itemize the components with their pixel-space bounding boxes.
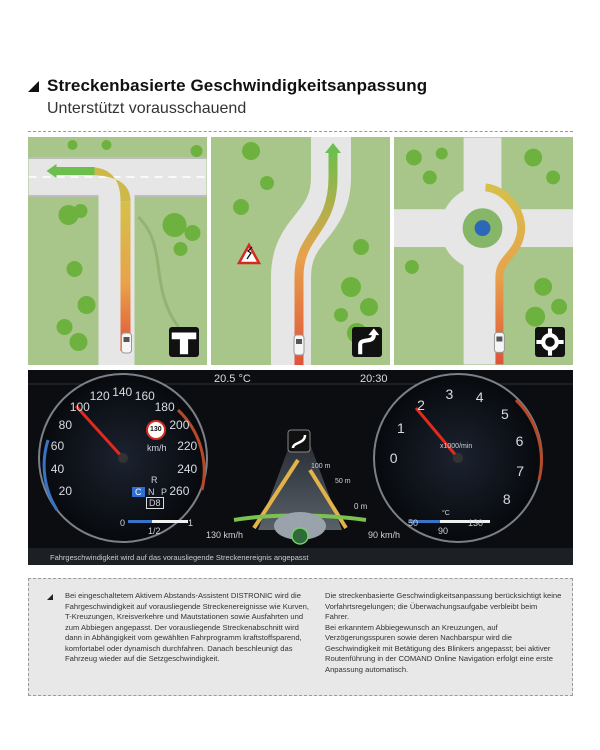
curve-symbol: [288, 430, 310, 452]
clock: 20:30: [360, 373, 388, 385]
temp-unit: °C: [442, 510, 450, 517]
title-triangle-icon: [28, 81, 39, 92]
rpm-tick-5: 5: [500, 406, 509, 423]
rpm-unit: x1000/min: [440, 443, 473, 450]
curve-icon: [352, 327, 382, 357]
info-column-left: [65, 591, 313, 665]
set-speed: [206, 530, 243, 540]
speed-tick-240: 240: [177, 462, 198, 477]
cruise-speed-unit: km/h: [380, 530, 401, 540]
rpm-tick-8: 8: [502, 490, 511, 507]
tile-t-junction: [28, 137, 207, 365]
info-paragraph-1: Bei eingeschaltetem Aktivem Abstands-Assistent DISTRONIC wird die Fahrgeschwindigkeit auf vorausliegende Streckenereignisse wie Kurven, T-Kreuzungen, Kreisverkehre und Mautstationen sowie Ausfahrten und zum Abbiegen angepasst. Der vorausliegende Streckenabschnitt wird dann in Abhängigkeit vom gewählten Fahrprogramm kraftstoffsparend, komfortabel oder dynamisch durchfahren. Danach beschleunigt das Fahrzeug wieder auf die Setzgeschwindigkeit.: [65, 591, 309, 663]
roundabout-icon: [535, 327, 565, 357]
speed-tick-60: 60: [50, 439, 65, 454]
page-title: Streckenbasierte Geschwindigkeitsanpassung: [47, 76, 428, 95]
distance-100m: 100 m: [311, 463, 331, 470]
outside-temperature: 20.5 °C: [214, 373, 251, 385]
gear-mode: C: [132, 487, 145, 497]
temp-low: 50: [408, 518, 419, 528]
rpm-tick-6: 6: [515, 433, 524, 450]
cruise-speed-value: 90: [368, 530, 379, 540]
title-row: [28, 76, 573, 96]
page-subtitle: Unterstützt vorausschauend: [47, 100, 247, 117]
rpm-tick-3: 3: [445, 386, 454, 403]
speed-tick-80: 80: [58, 417, 72, 432]
tile-roundabout: [394, 137, 573, 365]
info-box: [28, 578, 573, 696]
speed-tick-180: 180: [154, 400, 175, 415]
car: [494, 333, 504, 353]
rpm-tick-4: 4: [475, 389, 484, 406]
speed-tick-200: 200: [169, 417, 190, 432]
set-speed-value: 130: [206, 530, 222, 540]
tile-curve: [211, 137, 390, 365]
steering-assist-icon: [292, 528, 308, 544]
rpm-tick-2: 2: [417, 397, 425, 414]
rpm-tick-0: 0: [389, 449, 398, 466]
cluster-caption: Fahrgeschwindigkeit wird auf das vorausliegende Streckenereignis angepasst: [50, 553, 309, 562]
t-junction-icon: [169, 327, 199, 357]
divider: [28, 131, 573, 132]
speed-tick-20: 20: [58, 483, 72, 498]
gear-letter-p: P: [161, 487, 168, 497]
bullet-triangle-icon: [47, 594, 53, 600]
temp-high: 130: [468, 518, 484, 528]
speed-tick-260: 260: [169, 483, 190, 498]
gear-letter-r: R: [151, 475, 158, 485]
speed-limit-value: 130: [150, 426, 162, 433]
car: [294, 335, 304, 355]
speed-tick-220: 220: [177, 439, 198, 454]
gear-current: D8: [146, 497, 164, 509]
distance-0m: 0 m: [354, 502, 368, 511]
gear-letter-n: N: [148, 487, 155, 497]
info-column-right: [325, 591, 563, 675]
set-speed-unit: km/h: [223, 530, 244, 540]
illustration-tiles: [28, 137, 573, 365]
cruise-speed: [368, 530, 400, 540]
car: [122, 333, 132, 353]
info-paragraph-2: Die streckenbasierte Geschwindigkeitsanpassung berücksichtigt keine Vorfahrtsregelungen; die Überwachungsaufgabe verbleibt beim Fahrer.: [325, 591, 562, 621]
speed-tick-140: 140: [112, 384, 133, 399]
header: [28, 76, 573, 118]
fuel-empty: 0: [120, 518, 126, 528]
rpm-tick-7: 7: [516, 463, 525, 480]
fuel-full: 1: [188, 518, 194, 528]
temp-mid: 90: [438, 526, 449, 536]
speed-tick-160: 160: [134, 388, 155, 403]
rpm-tick-1: 1: [397, 420, 405, 437]
speed-tick-40: 40: [50, 462, 65, 477]
speed-tick-120: 120: [89, 388, 110, 403]
instrument-cluster: [28, 370, 573, 565]
fuel-half: 1/2: [148, 526, 161, 536]
info-paragraph-3: Bei erkanntem Abbiegewunsch an Kreuzungen, auf Verzögerungsspuren sowie deren Nachbarspur wird die Geschwindigkeit mit Betätigung des Blinkers angepasst; bei aktiver Routenführung in der COMAND Online Navigation erfolgt eine erste Anpassung automatisch.: [325, 622, 553, 674]
speed-tick-100: 100: [69, 400, 90, 415]
distance-50m: 50 m: [335, 478, 351, 485]
speed-unit: km/h: [147, 443, 167, 453]
